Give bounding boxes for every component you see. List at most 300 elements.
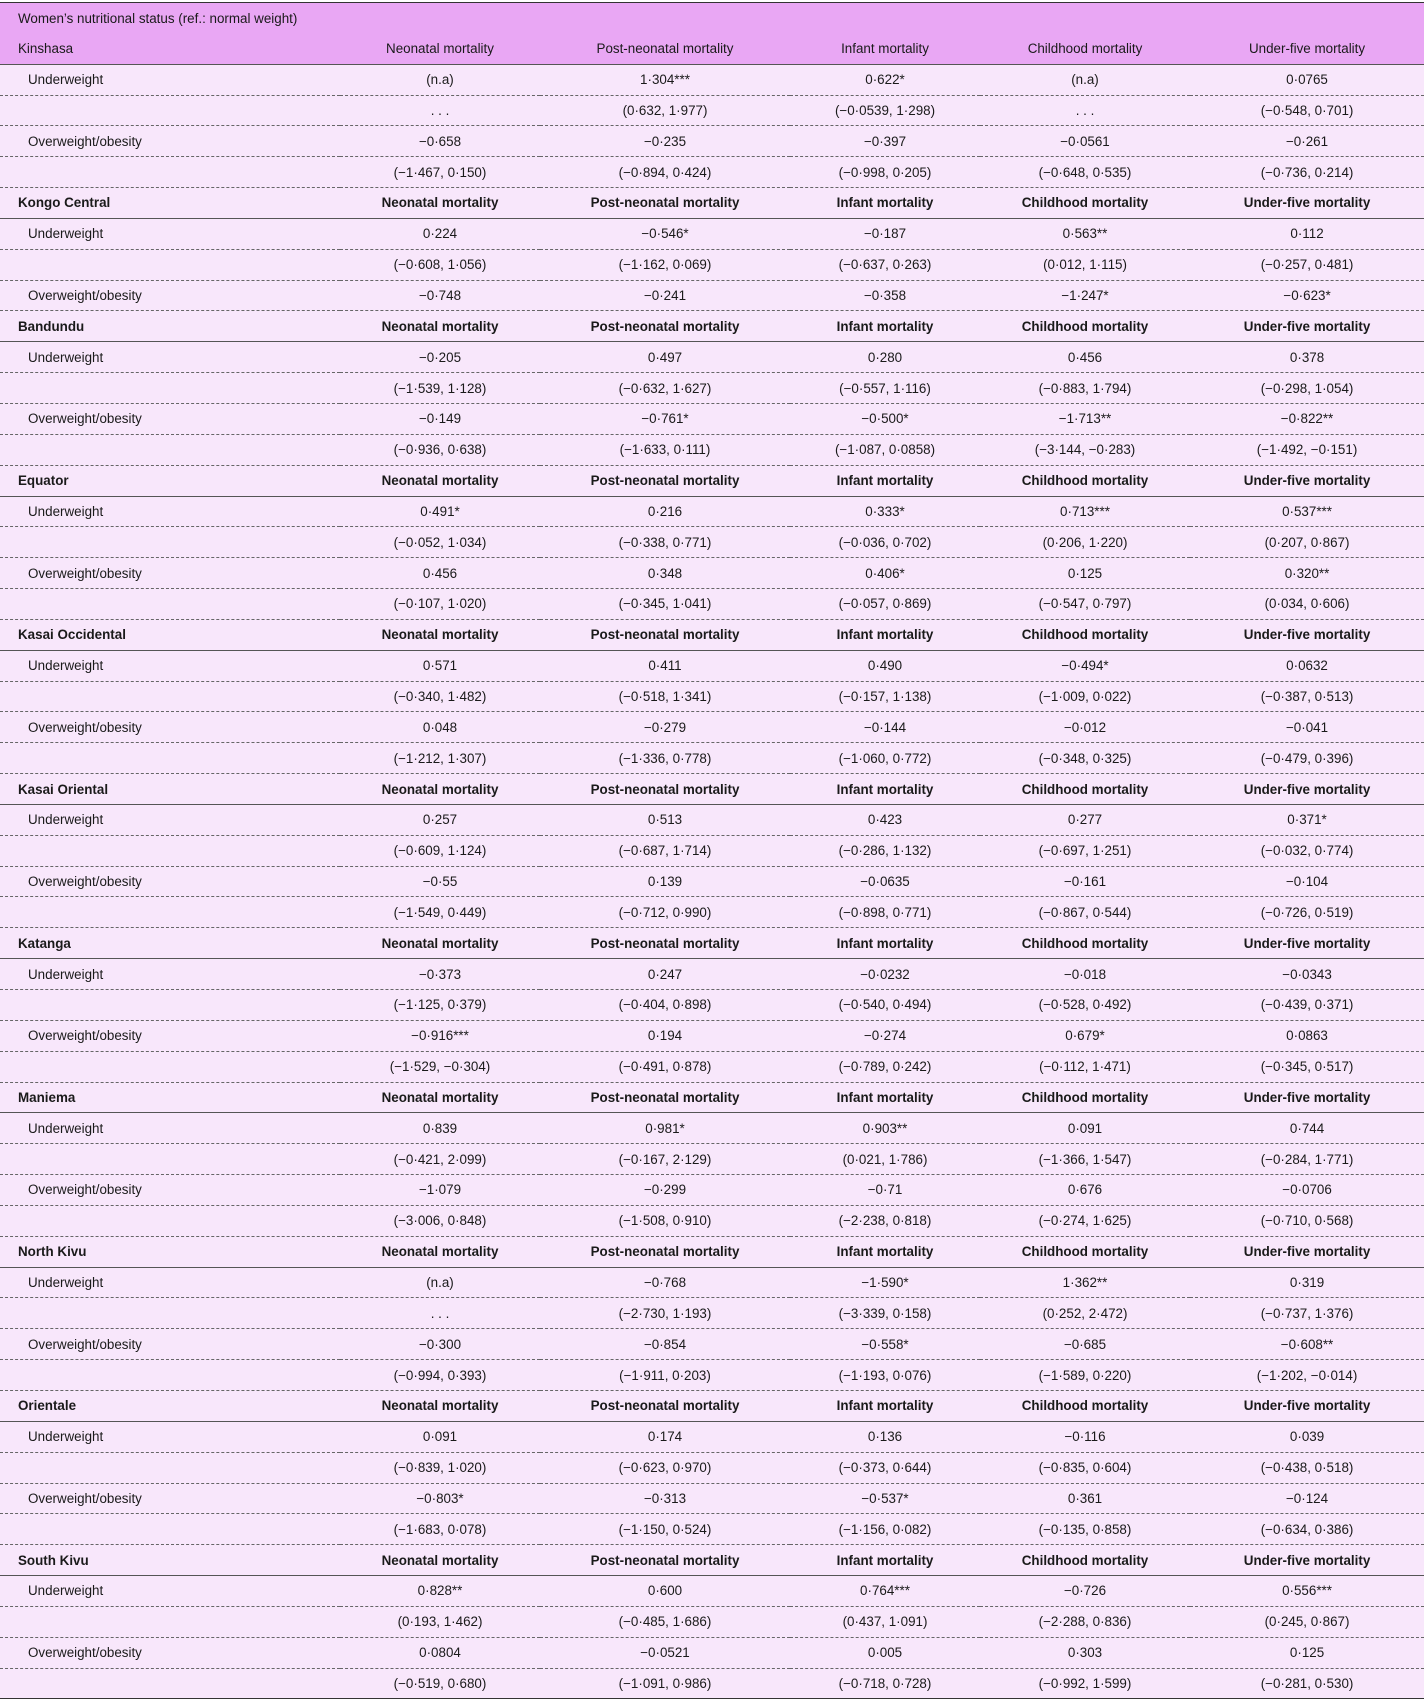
coefficient-cell: 0·224	[340, 218, 540, 249]
coefficient-cell: 0·981*	[540, 1113, 790, 1144]
region-column-header: Childhood mortality	[980, 619, 1190, 650]
coefficient-cell: −0·124	[1190, 1483, 1424, 1514]
region-column-header: Childhood mortality	[980, 1236, 1190, 1267]
region-column-header: Under-five mortality	[1190, 774, 1424, 805]
row-label	[0, 1298, 340, 1329]
coefficient-cell: 0·320**	[1190, 558, 1424, 589]
row-label: Overweight/obesity	[0, 558, 340, 589]
coefficient-cell: −0·358	[790, 280, 980, 311]
coefficient-cell: 0·713***	[980, 496, 1190, 527]
region-column-header: Neonatal mortality	[340, 311, 540, 342]
estimate-row	[0, 403, 1424, 434]
row-label	[0, 835, 340, 866]
row-label: Overweight/obesity	[0, 126, 340, 157]
ci-cell: (−0·135, 0·858)	[980, 1514, 1190, 1545]
coefficient-cell: −0·726	[980, 1576, 1190, 1607]
region-column-header: Neonatal mortality	[340, 465, 540, 496]
row-label	[0, 1452, 340, 1483]
ci-cell: (−1·467, 0·150)	[340, 157, 540, 188]
region-column-header: Infant mortality	[790, 1082, 980, 1113]
region-header-row	[0, 1236, 1424, 1267]
coefficient-cell: −1·590*	[790, 1267, 980, 1298]
ci-cell: (−2·288, 0·836)	[980, 1606, 1190, 1637]
ci-cell: (−0·274, 1·625)	[980, 1205, 1190, 1236]
coefficient-cell: −0·299	[540, 1175, 790, 1206]
region-column-header: Under-five mortality	[1190, 188, 1424, 219]
header-columns-row	[0, 33, 1424, 64]
region-column-header: Under-five mortality	[1190, 619, 1424, 650]
ci-cell: (0·034, 0·606)	[1190, 589, 1424, 620]
estimate-row	[0, 1175, 1424, 1206]
coefficient-cell: 0·744	[1190, 1113, 1424, 1144]
coefficient-cell: 0·091	[980, 1113, 1190, 1144]
region-column-header: Infant mortality	[790, 1236, 980, 1267]
region-column-header: Childhood mortality	[980, 1545, 1190, 1576]
region-column-header: Childhood mortality	[980, 1082, 1190, 1113]
estimate-row	[0, 64, 1424, 95]
region-column-header: Neonatal mortality	[340, 1390, 540, 1421]
confidence-interval-row	[0, 1668, 1424, 1699]
coefficient-cell: 0·0765	[1190, 64, 1424, 95]
region-name: Kongo Central	[0, 188, 340, 219]
coefficient-cell: −0·144	[790, 712, 980, 743]
table-header-title: Women’s nutritional status (ref.: normal weight)	[0, 3, 1424, 34]
ci-cell: (−0·998, 0·205)	[790, 157, 980, 188]
ci-cell: (−1·150, 0·524)	[540, 1514, 790, 1545]
confidence-interval-row	[0, 249, 1424, 280]
region-header-row	[0, 1545, 1424, 1576]
coefficient-cell: −0·0561	[980, 126, 1190, 157]
table-header	[0, 3, 1424, 65]
coefficient-cell: 0·679*	[980, 1020, 1190, 1051]
estimate-row	[0, 1637, 1424, 1668]
row-label	[0, 897, 340, 928]
region-column-header: Post-neonatal mortality	[540, 619, 790, 650]
region-column-header: Post-neonatal mortality	[540, 928, 790, 959]
ci-cell: (−1·087, 0·0858)	[790, 434, 980, 465]
region-column-header: Infant mortality	[790, 619, 980, 650]
confidence-interval-row	[0, 835, 1424, 866]
row-label: Overweight/obesity	[0, 403, 340, 434]
row-label: Overweight/obesity	[0, 866, 340, 897]
row-label: Underweight	[0, 1267, 340, 1298]
coefficient-cell: 0·303	[980, 1637, 1190, 1668]
region-column-header: Post-neonatal mortality	[540, 311, 790, 342]
coefficient-cell: −0·0343	[1190, 959, 1424, 990]
coefficient-cell: −0·803*	[340, 1483, 540, 1514]
coefficient-cell: 0·112	[1190, 218, 1424, 249]
region-column-header: Under-five mortality	[1190, 1082, 1424, 1113]
coefficient-cell: 0·005	[790, 1637, 980, 1668]
ci-cell: (−0·898, 0·771)	[790, 897, 980, 928]
ci-cell: (−0·687, 1·714)	[540, 835, 790, 866]
confidence-interval-row	[0, 157, 1424, 188]
coefficient-cell: −0·0706	[1190, 1175, 1424, 1206]
region-column-header: Infant mortality	[790, 1390, 980, 1421]
row-label: Overweight/obesity	[0, 1020, 340, 1051]
coefficient-cell: 0·490	[790, 650, 980, 681]
ci-cell: (−1·202, −0·014)	[1190, 1360, 1424, 1391]
row-label	[0, 1205, 340, 1236]
ci-cell: (−1·529, −0·304)	[340, 1051, 540, 1082]
estimate-row	[0, 496, 1424, 527]
ci-cell: (−0·557, 1·116)	[790, 373, 980, 404]
ci-cell: (−0·697, 1·251)	[980, 835, 1190, 866]
region-column-header: Childhood mortality	[980, 188, 1190, 219]
region-column-header: Under-five mortality	[1190, 465, 1424, 496]
coefficient-cell: 0·411	[540, 650, 790, 681]
row-label	[0, 1606, 340, 1637]
region-name: Kasai Oriental	[0, 774, 340, 805]
row-label: Overweight/obesity	[0, 1329, 340, 1360]
coefficient-cell: −0·149	[340, 403, 540, 434]
ci-cell: (−0·736, 0·214)	[1190, 157, 1424, 188]
coefficient-cell: −0·274	[790, 1020, 980, 1051]
region-column-header: Childhood mortality	[980, 1390, 1190, 1421]
coefficient-cell: −0·748	[340, 280, 540, 311]
coefficient-cell: −0·012	[980, 712, 1190, 743]
ci-cell: (−0·257, 0·481)	[1190, 249, 1424, 280]
ci-cell: (−0·710, 0·568)	[1190, 1205, 1424, 1236]
estimate-row	[0, 804, 1424, 835]
estimate-row	[0, 126, 1424, 157]
coefficient-cell: 0·194	[540, 1020, 790, 1051]
coefficient-cell: 0·456	[340, 558, 540, 589]
coefficient-cell: 0·622*	[790, 64, 980, 95]
ci-cell: (−1·633, 0·111)	[540, 434, 790, 465]
region-name: North Kivu	[0, 1236, 340, 1267]
coefficient-cell: −0·658	[340, 126, 540, 157]
ci-cell: (−0·540, 0·494)	[790, 990, 980, 1021]
ci-cell: (−0·338, 0·771)	[540, 527, 790, 558]
ci-cell: (−0·281, 0·530)	[1190, 1668, 1424, 1699]
ci-cell: (−0·032, 0·774)	[1190, 835, 1424, 866]
coefficient-cell: 0·378	[1190, 342, 1424, 373]
ci-cell: (−3·144, −0·283)	[980, 434, 1190, 465]
ci-cell: (−0·340, 1·482)	[340, 681, 540, 712]
region-column-header: Post-neonatal mortality	[540, 1390, 790, 1421]
ci-cell: (0·012, 1·115)	[980, 249, 1190, 280]
region-column-header: Post-neonatal mortality	[540, 774, 790, 805]
ci-cell: (−0·421, 2·099)	[340, 1144, 540, 1175]
confidence-interval-row	[0, 1360, 1424, 1391]
coefficient-cell: 0·600	[540, 1576, 790, 1607]
region-column-header: Neonatal mortality	[340, 1236, 540, 1267]
ci-cell: (−1·683, 0·078)	[340, 1514, 540, 1545]
confidence-interval-row	[0, 527, 1424, 558]
region-column-header: Neonatal mortality	[340, 928, 540, 959]
row-label: Underweight	[0, 342, 340, 373]
region-column-header: Under-five mortality	[1190, 1390, 1424, 1421]
region-header-row	[0, 465, 1424, 496]
coefficient-cell: 1·362**	[980, 1267, 1190, 1298]
region-column-header: Neonatal mortality	[340, 1082, 540, 1113]
region-column-header: Post-neonatal mortality	[540, 1082, 790, 1113]
coefficient-cell: −0·373	[340, 959, 540, 990]
ci-cell: (−0·894, 0·424)	[540, 157, 790, 188]
estimate-row	[0, 866, 1424, 897]
ci-cell: (−0·519, 0·680)	[340, 1668, 540, 1699]
coefficient-cell: −0·104	[1190, 866, 1424, 897]
coefficient-cell: 0·125	[1190, 1637, 1424, 1668]
ci-cell: (0·206, 1·220)	[980, 527, 1190, 558]
coefficient-cell: 0·491*	[340, 496, 540, 527]
coefficient-cell: 0·497	[540, 342, 790, 373]
ci-cell: (−0·648, 0·535)	[980, 157, 1190, 188]
results-table-container	[0, 2, 1424, 1699]
ci-cell: (−0·112, 1·471)	[980, 1051, 1190, 1082]
ci-cell: (0·437, 1·091)	[790, 1606, 980, 1637]
ci-cell: (−1·212, 1·307)	[340, 743, 540, 774]
region-header-row	[0, 928, 1424, 959]
region-header-row	[0, 1082, 1424, 1113]
row-label: Underweight	[0, 650, 340, 681]
ci-cell: (−0·609, 1·124)	[340, 835, 540, 866]
column-header-childhood: Childhood mortality	[980, 33, 1190, 64]
ci-cell: (−0·634, 0·386)	[1190, 1514, 1424, 1545]
confidence-interval-row	[0, 1452, 1424, 1483]
coefficient-cell: −0·537*	[790, 1483, 980, 1514]
coefficient-cell: −0·608**	[1190, 1329, 1424, 1360]
row-label	[0, 743, 340, 774]
confidence-interval-row	[0, 1205, 1424, 1236]
row-label	[0, 681, 340, 712]
confidence-interval-row	[0, 681, 1424, 712]
coefficient-cell: −0·916***	[340, 1020, 540, 1051]
ci-cell: (−1·009, 0·022)	[980, 681, 1190, 712]
region-column-header: Childhood mortality	[980, 928, 1190, 959]
ci-cell: (−0·737, 1·376)	[1190, 1298, 1424, 1329]
region-column-header: Infant mortality	[790, 774, 980, 805]
ci-cell: (−2·238, 0·818)	[790, 1205, 980, 1236]
ci-cell: (−1·125, 0·379)	[340, 990, 540, 1021]
coefficient-cell: −0·623*	[1190, 280, 1424, 311]
row-label: Overweight/obesity	[0, 1483, 340, 1514]
column-header-neonatal: Neonatal mortality	[340, 33, 540, 64]
confidence-interval-row	[0, 1298, 1424, 1329]
coefficient-cell: −0·0521	[540, 1637, 790, 1668]
ci-cell: (−0·167, 2·129)	[540, 1144, 790, 1175]
ci-cell: (0·632, 1·977)	[540, 95, 790, 126]
ci-cell: (−0·726, 0·519)	[1190, 897, 1424, 928]
ci-cell: (−0·789, 0·242)	[790, 1051, 980, 1082]
ci-cell: (0·207, 0·867)	[1190, 527, 1424, 558]
coefficient-cell: −0·187	[790, 218, 980, 249]
ci-cell: . . .	[340, 1298, 540, 1329]
ci-cell: (−0·637, 0·263)	[790, 249, 980, 280]
coefficient-cell: −1·079	[340, 1175, 540, 1206]
ci-cell: (−0·284, 1·771)	[1190, 1144, 1424, 1175]
ci-cell: (−1·366, 1·547)	[980, 1144, 1190, 1175]
coefficient-cell: 0·039	[1190, 1421, 1424, 1452]
coefficient-cell: −0·313	[540, 1483, 790, 1514]
coefficient-cell: (n.a)	[340, 1267, 540, 1298]
coefficient-cell: 0·319	[1190, 1267, 1424, 1298]
region-column-header: Childhood mortality	[980, 465, 1190, 496]
confidence-interval-row	[0, 990, 1424, 1021]
row-label	[0, 1668, 340, 1699]
coefficient-cell: −0·558*	[790, 1329, 980, 1360]
coefficient-cell: 0·0804	[340, 1637, 540, 1668]
estimate-row	[0, 280, 1424, 311]
estimate-row	[0, 218, 1424, 249]
region-column-header: Infant mortality	[790, 928, 980, 959]
coefficient-cell: 0·537***	[1190, 496, 1424, 527]
coefficient-cell: 0·563**	[980, 218, 1190, 249]
column-header-infant: Infant mortality	[790, 33, 980, 64]
coefficient-cell: −0·116	[980, 1421, 1190, 1452]
coefficient-cell: −1·247*	[980, 280, 1190, 311]
ci-cell: (−0·107, 1·020)	[340, 589, 540, 620]
coefficient-cell: 0·361	[980, 1483, 1190, 1514]
region-column-header: Childhood mortality	[980, 311, 1190, 342]
ci-cell: (−0·404, 0·898)	[540, 990, 790, 1021]
coefficient-cell: 0·048	[340, 712, 540, 743]
coefficient-cell: −0·546*	[540, 218, 790, 249]
ci-cell: (−0·345, 1·041)	[540, 589, 790, 620]
confidence-interval-row	[0, 589, 1424, 620]
region-column-header: Infant mortality	[790, 465, 980, 496]
ci-cell: (−0·623, 0·970)	[540, 1452, 790, 1483]
coefficient-cell: −0·397	[790, 126, 980, 157]
ci-cell: (−0·547, 0·797)	[980, 589, 1190, 620]
ci-cell: (0·193, 1·462)	[340, 1606, 540, 1637]
coefficient-cell: 0·247	[540, 959, 790, 990]
coefficient-cell: 0·136	[790, 1421, 980, 1452]
region-column-header: Neonatal mortality	[340, 188, 540, 219]
coefficient-cell: −0·205	[340, 342, 540, 373]
ci-cell: (−0·528, 0·492)	[980, 990, 1190, 1021]
coefficient-cell: 0·280	[790, 342, 980, 373]
row-label	[0, 95, 340, 126]
estimate-row	[0, 1267, 1424, 1298]
row-label: Underweight	[0, 1113, 340, 1144]
row-label	[0, 1514, 340, 1545]
coefficient-cell: −0·685	[980, 1329, 1190, 1360]
ci-cell: (−0·286, 1·132)	[790, 835, 980, 866]
coefficient-cell: −0·241	[540, 280, 790, 311]
region-column-header: Neonatal mortality	[340, 774, 540, 805]
estimate-row	[0, 1020, 1424, 1051]
region-column-header: Neonatal mortality	[340, 619, 540, 650]
coefficient-cell: −0·300	[340, 1329, 540, 1360]
ci-cell: . . .	[980, 95, 1190, 126]
region-column-header: Post-neonatal mortality	[540, 188, 790, 219]
ci-cell: (0·021, 1·786)	[790, 1144, 980, 1175]
ci-cell: (−0·0539, 1·298)	[790, 95, 980, 126]
ci-cell: (−0·479, 0·396)	[1190, 743, 1424, 774]
coefficient-cell: −0·500*	[790, 403, 980, 434]
ci-cell: (−0·439, 0·371)	[1190, 990, 1424, 1021]
ci-cell: (−0·883, 1·794)	[980, 373, 1190, 404]
coefficient-cell: (n.a)	[980, 64, 1190, 95]
row-label: Overweight/obesity	[0, 1637, 340, 1668]
coefficient-cell: 0·556***	[1190, 1576, 1424, 1607]
coefficient-cell: 0·333*	[790, 496, 980, 527]
coefficient-cell: 0·125	[980, 558, 1190, 589]
coefficient-cell: 0·423	[790, 804, 980, 835]
row-label: Overweight/obesity	[0, 1175, 340, 1206]
coefficient-cell: 0·216	[540, 496, 790, 527]
ci-cell: (−1·091, 0·986)	[540, 1668, 790, 1699]
coefficient-cell: −0·018	[980, 959, 1190, 990]
ci-cell: (−0·835, 0·604)	[980, 1452, 1190, 1483]
ci-cell: (0·245, 0·867)	[1190, 1606, 1424, 1637]
coefficient-cell: 0·456	[980, 342, 1190, 373]
ci-cell: (−0·712, 0·990)	[540, 897, 790, 928]
row-label	[0, 373, 340, 404]
row-label	[0, 589, 340, 620]
ci-cell: (−1·539, 1·128)	[340, 373, 540, 404]
coefficient-cell: −0·279	[540, 712, 790, 743]
coefficient-cell: 0·828**	[340, 1576, 540, 1607]
row-label: Underweight	[0, 1576, 340, 1607]
region-column-header: Neonatal mortality	[340, 1545, 540, 1576]
coefficient-cell: 0·174	[540, 1421, 790, 1452]
region-name: South Kivu	[0, 1545, 340, 1576]
ci-cell: (−0·718, 0·728)	[790, 1668, 980, 1699]
confidence-interval-row	[0, 897, 1424, 928]
row-label	[0, 527, 340, 558]
estimate-row	[0, 650, 1424, 681]
region-column-header: Post-neonatal mortality	[540, 1545, 790, 1576]
ci-cell: (−0·345, 0·517)	[1190, 1051, 1424, 1082]
coefficient-cell: 0·348	[540, 558, 790, 589]
ci-cell: (−0·518, 1·341)	[540, 681, 790, 712]
confidence-interval-row	[0, 373, 1424, 404]
ci-cell: (−1·508, 0·910)	[540, 1205, 790, 1236]
ci-cell: (−0·348, 0·325)	[980, 743, 1190, 774]
ci-cell: (−0·936, 0·638)	[340, 434, 540, 465]
first-region-label: Kinshasa	[0, 33, 340, 64]
ci-cell: (−1·492, −0·151)	[1190, 434, 1424, 465]
ci-cell: (−0·387, 0·513)	[1190, 681, 1424, 712]
coefficient-cell: −1·713**	[980, 403, 1190, 434]
row-label	[0, 990, 340, 1021]
ci-cell: (−3·339, 0·158)	[790, 1298, 980, 1329]
coefficient-cell: 0·903**	[790, 1113, 980, 1144]
row-label	[0, 249, 340, 280]
ci-cell: (−0·052, 1·034)	[340, 527, 540, 558]
region-column-header: Post-neonatal mortality	[540, 1236, 790, 1267]
coefficient-cell: 1·304***	[540, 64, 790, 95]
confidence-interval-row	[0, 743, 1424, 774]
ci-cell: (−0·157, 1·138)	[790, 681, 980, 712]
region-name: Equator	[0, 465, 340, 496]
ci-cell: (−1·156, 0·082)	[790, 1514, 980, 1545]
row-label: Underweight	[0, 496, 340, 527]
ci-cell: (−0·485, 1·686)	[540, 1606, 790, 1637]
estimate-row	[0, 712, 1424, 743]
table-body	[0, 64, 1424, 1699]
region-header-row	[0, 1390, 1424, 1421]
estimate-row	[0, 1329, 1424, 1360]
ci-cell: . . .	[340, 95, 540, 126]
coefficient-cell: 0·139	[540, 866, 790, 897]
region-name: Katanga	[0, 928, 340, 959]
row-label	[0, 1051, 340, 1082]
ci-cell: (−0·057, 0·869)	[790, 589, 980, 620]
estimate-row	[0, 1113, 1424, 1144]
region-header-row	[0, 188, 1424, 219]
coefficient-cell: −0·854	[540, 1329, 790, 1360]
region-header-row	[0, 619, 1424, 650]
coefficient-cell: 0·839	[340, 1113, 540, 1144]
confidence-interval-row	[0, 1144, 1424, 1175]
row-label	[0, 157, 340, 188]
row-label: Underweight	[0, 1421, 340, 1452]
estimate-row	[0, 1576, 1424, 1607]
